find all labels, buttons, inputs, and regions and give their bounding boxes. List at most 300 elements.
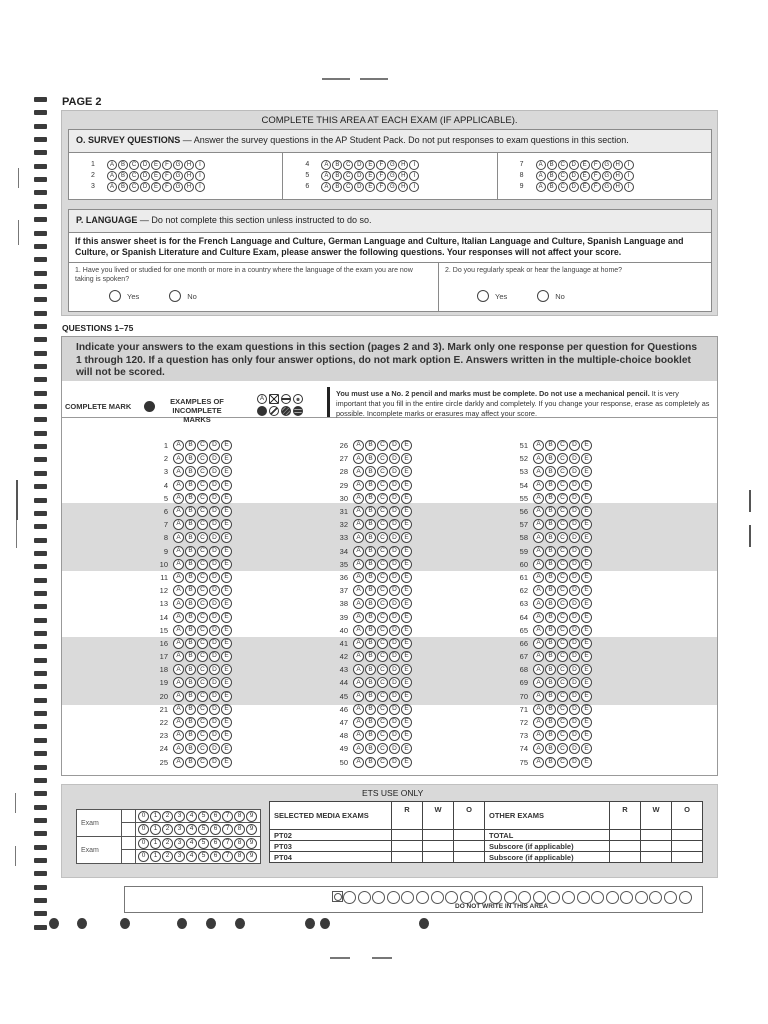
answer-bubble[interactable]: B bbox=[185, 493, 196, 504]
answer-bubble[interactable]: D bbox=[209, 598, 220, 609]
answer-bubble[interactable]: C bbox=[557, 506, 568, 517]
answer-bubble[interactable]: E bbox=[401, 757, 412, 768]
answer-bubble[interactable]: B bbox=[545, 757, 556, 768]
answer-bubble[interactable]: C bbox=[557, 546, 568, 557]
answer-bubble[interactable]: D bbox=[209, 651, 220, 662]
answer-bubble[interactable]: D bbox=[209, 519, 220, 530]
answer-bubble[interactable]: A bbox=[173, 730, 184, 741]
answer-bubble[interactable]: A bbox=[533, 677, 544, 688]
answer-bubble[interactable]: A bbox=[533, 572, 544, 583]
answer-bubble[interactable]: A bbox=[173, 651, 184, 662]
answer-bubble[interactable]: B bbox=[365, 704, 376, 715]
answer-bubble[interactable]: D bbox=[569, 612, 580, 623]
answer-bubble[interactable]: A bbox=[173, 493, 184, 504]
answer-bubble[interactable]: B bbox=[365, 546, 376, 557]
survey-answer-bubble[interactable]: G bbox=[387, 160, 397, 170]
answer-bubble[interactable]: A bbox=[173, 532, 184, 543]
answer-bubble[interactable]: D bbox=[569, 625, 580, 636]
digit-bubble[interactable]: 9 bbox=[246, 811, 257, 822]
answer-bubble[interactable]: B bbox=[365, 480, 376, 491]
answer-bubble[interactable]: C bbox=[197, 506, 208, 517]
answer-bubble[interactable]: B bbox=[365, 598, 376, 609]
survey-answer-bubble[interactable]: A bbox=[107, 182, 117, 192]
answer-bubble[interactable]: C bbox=[557, 691, 568, 702]
answer-bubble[interactable]: C bbox=[557, 559, 568, 570]
answer-bubble[interactable]: B bbox=[185, 506, 196, 517]
answer-bubble[interactable]: E bbox=[401, 743, 412, 754]
answer-bubble[interactable]: B bbox=[365, 691, 376, 702]
digit-bubble[interactable]: 0 bbox=[138, 851, 149, 862]
answer-bubble[interactable]: C bbox=[557, 453, 568, 464]
digit-bubble[interactable]: 8 bbox=[234, 824, 245, 835]
answer-bubble[interactable]: C bbox=[197, 546, 208, 557]
answer-bubble[interactable]: B bbox=[365, 730, 376, 741]
answer-bubble[interactable]: A bbox=[353, 519, 364, 530]
survey-answer-bubble[interactable]: E bbox=[365, 182, 375, 192]
answer-bubble[interactable]: A bbox=[353, 730, 364, 741]
survey-answer-bubble[interactable]: G bbox=[602, 182, 612, 192]
answer-bubble[interactable]: E bbox=[581, 493, 592, 504]
answer-bubble[interactable]: B bbox=[365, 651, 376, 662]
answer-bubble[interactable]: B bbox=[365, 532, 376, 543]
answer-bubble[interactable]: A bbox=[533, 612, 544, 623]
answer-bubble[interactable]: C bbox=[197, 757, 208, 768]
answer-bubble[interactable]: C bbox=[197, 677, 208, 688]
answer-bubble[interactable]: C bbox=[197, 730, 208, 741]
answer-bubble[interactable]: B bbox=[185, 651, 196, 662]
answer-bubble[interactable]: B bbox=[185, 717, 196, 728]
answer-bubble[interactable]: B bbox=[545, 743, 556, 754]
answer-bubble[interactable]: E bbox=[581, 638, 592, 649]
answer-bubble[interactable]: A bbox=[353, 638, 364, 649]
survey-answer-bubble[interactable]: C bbox=[558, 171, 568, 181]
answer-bubble[interactable]: B bbox=[185, 546, 196, 557]
digit-bubble[interactable]: 7 bbox=[222, 838, 233, 849]
survey-answer-bubble[interactable]: E bbox=[580, 171, 590, 181]
answer-bubble[interactable]: C bbox=[557, 664, 568, 675]
digit-bubble[interactable]: 2 bbox=[162, 851, 173, 862]
answer-bubble[interactable]: E bbox=[401, 532, 412, 543]
survey-answer-bubble[interactable]: C bbox=[343, 171, 353, 181]
survey-answer-bubble[interactable]: E bbox=[580, 160, 590, 170]
answer-bubble[interactable]: E bbox=[221, 440, 232, 451]
answer-bubble[interactable]: E bbox=[221, 677, 232, 688]
survey-answer-bubble[interactable]: C bbox=[558, 182, 568, 192]
answer-bubble[interactable]: D bbox=[209, 546, 220, 557]
answer-bubble[interactable]: D bbox=[389, 559, 400, 570]
answer-bubble[interactable]: B bbox=[365, 453, 376, 464]
answer-bubble[interactable]: C bbox=[377, 598, 388, 609]
answer-bubble[interactable]: B bbox=[365, 585, 376, 596]
answer-bubble[interactable]: E bbox=[581, 691, 592, 702]
answer-bubble[interactable]: C bbox=[377, 664, 388, 675]
answer-bubble[interactable]: D bbox=[209, 677, 220, 688]
survey-answer-bubble[interactable]: F bbox=[162, 171, 172, 181]
survey-answer-bubble[interactable]: I bbox=[624, 171, 634, 181]
answer-bubble[interactable]: A bbox=[173, 506, 184, 517]
survey-answer-bubble[interactable]: I bbox=[195, 182, 205, 192]
answer-bubble[interactable]: E bbox=[401, 625, 412, 636]
answer-bubble[interactable]: B bbox=[365, 717, 376, 728]
survey-answer-bubble[interactable]: E bbox=[151, 160, 161, 170]
answer-bubble[interactable]: C bbox=[197, 440, 208, 451]
answer-bubble[interactable]: A bbox=[353, 691, 364, 702]
answer-bubble[interactable]: C bbox=[557, 677, 568, 688]
answer-bubble[interactable]: B bbox=[545, 532, 556, 543]
answer-bubble[interactable]: C bbox=[557, 519, 568, 530]
exam-code-write-box[interactable] bbox=[122, 837, 136, 849]
answer-bubble[interactable]: C bbox=[377, 704, 388, 715]
answer-bubble[interactable]: E bbox=[221, 743, 232, 754]
digit-bubble[interactable]: 8 bbox=[234, 851, 245, 862]
answer-bubble[interactable]: A bbox=[173, 677, 184, 688]
answer-bubble[interactable]: D bbox=[209, 440, 220, 451]
answer-bubble[interactable]: C bbox=[557, 651, 568, 662]
answer-bubble[interactable]: E bbox=[581, 585, 592, 596]
answer-bubble[interactable]: E bbox=[401, 717, 412, 728]
answer-bubble[interactable]: C bbox=[557, 585, 568, 596]
answer-bubble[interactable]: B bbox=[545, 677, 556, 688]
answer-bubble[interactable]: A bbox=[353, 493, 364, 504]
answer-bubble[interactable]: C bbox=[377, 440, 388, 451]
survey-answer-bubble[interactable]: C bbox=[129, 182, 139, 192]
answer-bubble[interactable]: D bbox=[389, 691, 400, 702]
answer-bubble[interactable]: B bbox=[545, 546, 556, 557]
answer-bubble[interactable]: E bbox=[581, 480, 592, 491]
answer-bubble[interactable]: E bbox=[581, 598, 592, 609]
survey-answer-bubble[interactable]: G bbox=[173, 182, 183, 192]
answer-bubble[interactable]: E bbox=[221, 572, 232, 583]
answer-bubble[interactable]: A bbox=[533, 743, 544, 754]
answer-bubble[interactable]: E bbox=[221, 466, 232, 477]
digit-bubble[interactable]: 7 bbox=[222, 824, 233, 835]
answer-bubble[interactable]: C bbox=[377, 480, 388, 491]
digit-bubble[interactable]: 1 bbox=[150, 811, 161, 822]
answer-bubble[interactable]: A bbox=[353, 559, 364, 570]
digit-bubble[interactable]: 5 bbox=[198, 838, 209, 849]
answer-bubble[interactable]: C bbox=[197, 717, 208, 728]
answer-bubble[interactable]: D bbox=[209, 664, 220, 675]
answer-bubble[interactable]: E bbox=[581, 612, 592, 623]
survey-answer-bubble[interactable]: F bbox=[591, 160, 601, 170]
answer-bubble[interactable]: D bbox=[569, 493, 580, 504]
answer-bubble[interactable]: D bbox=[569, 480, 580, 491]
answer-bubble[interactable]: C bbox=[197, 532, 208, 543]
answer-bubble[interactable]: C bbox=[197, 651, 208, 662]
answer-bubble[interactable]: A bbox=[173, 559, 184, 570]
survey-answer-bubble[interactable]: I bbox=[409, 171, 419, 181]
answer-bubble[interactable]: C bbox=[557, 493, 568, 504]
answer-bubble[interactable]: B bbox=[545, 598, 556, 609]
answer-bubble[interactable]: E bbox=[221, 691, 232, 702]
survey-answer-bubble[interactable]: A bbox=[536, 160, 546, 170]
answer-bubble[interactable]: D bbox=[569, 453, 580, 464]
answer-bubble[interactable]: C bbox=[557, 572, 568, 583]
answer-bubble[interactable]: D bbox=[569, 585, 580, 596]
answer-bubble[interactable]: C bbox=[197, 519, 208, 530]
q2-yes-radio[interactable] bbox=[477, 290, 489, 302]
answer-bubble[interactable]: D bbox=[569, 638, 580, 649]
answer-bubble[interactable]: D bbox=[389, 480, 400, 491]
survey-answer-bubble[interactable]: A bbox=[107, 171, 117, 181]
answer-bubble[interactable]: A bbox=[173, 480, 184, 491]
answer-bubble[interactable]: C bbox=[377, 519, 388, 530]
answer-bubble[interactable]: A bbox=[353, 480, 364, 491]
answer-bubble[interactable]: C bbox=[197, 704, 208, 715]
survey-answer-bubble[interactable]: H bbox=[398, 171, 408, 181]
answer-bubble[interactable]: B bbox=[365, 519, 376, 530]
answer-bubble[interactable]: C bbox=[377, 585, 388, 596]
answer-bubble[interactable]: B bbox=[545, 625, 556, 636]
answer-bubble[interactable]: B bbox=[185, 519, 196, 530]
answer-bubble[interactable]: D bbox=[569, 704, 580, 715]
answer-bubble[interactable]: B bbox=[545, 466, 556, 477]
survey-answer-bubble[interactable]: D bbox=[354, 160, 364, 170]
answer-bubble[interactable]: A bbox=[173, 612, 184, 623]
survey-answer-bubble[interactable]: G bbox=[387, 182, 397, 192]
answer-bubble[interactable]: C bbox=[197, 572, 208, 583]
answer-bubble[interactable]: E bbox=[581, 717, 592, 728]
answer-bubble[interactable]: C bbox=[557, 638, 568, 649]
answer-bubble[interactable]: D bbox=[209, 717, 220, 728]
answer-bubble[interactable]: C bbox=[557, 466, 568, 477]
answer-bubble[interactable]: D bbox=[209, 532, 220, 543]
survey-answer-bubble[interactable]: F bbox=[162, 182, 172, 192]
answer-bubble[interactable]: A bbox=[173, 598, 184, 609]
survey-answer-bubble[interactable]: H bbox=[613, 182, 623, 192]
answer-bubble[interactable]: D bbox=[389, 572, 400, 583]
answer-bubble[interactable]: B bbox=[545, 440, 556, 451]
answer-bubble[interactable]: A bbox=[173, 743, 184, 754]
survey-answer-bubble[interactable]: G bbox=[602, 171, 612, 181]
survey-answer-bubble[interactable]: B bbox=[118, 182, 128, 192]
answer-bubble[interactable]: E bbox=[221, 598, 232, 609]
survey-answer-bubble[interactable]: A bbox=[536, 171, 546, 181]
answer-bubble[interactable]: D bbox=[209, 480, 220, 491]
answer-bubble[interactable]: B bbox=[365, 757, 376, 768]
answer-bubble[interactable]: C bbox=[197, 585, 208, 596]
answer-bubble[interactable]: D bbox=[389, 743, 400, 754]
answer-bubble[interactable]: E bbox=[221, 612, 232, 623]
answer-bubble[interactable]: C bbox=[377, 691, 388, 702]
answer-bubble[interactable]: E bbox=[581, 757, 592, 768]
digit-bubble[interactable]: 2 bbox=[162, 824, 173, 835]
survey-answer-bubble[interactable]: H bbox=[184, 171, 194, 181]
answer-bubble[interactable]: E bbox=[581, 506, 592, 517]
answer-bubble[interactable]: C bbox=[197, 664, 208, 675]
answer-bubble[interactable]: B bbox=[185, 691, 196, 702]
answer-bubble[interactable]: B bbox=[185, 572, 196, 583]
answer-bubble[interactable]: C bbox=[377, 651, 388, 662]
digit-bubble[interactable]: 4 bbox=[186, 838, 197, 849]
digit-bubble[interactable]: 1 bbox=[150, 851, 161, 862]
answer-bubble[interactable]: A bbox=[353, 453, 364, 464]
answer-bubble[interactable]: B bbox=[545, 585, 556, 596]
answer-bubble[interactable]: B bbox=[185, 743, 196, 754]
answer-bubble[interactable]: A bbox=[173, 704, 184, 715]
answer-bubble[interactable]: C bbox=[557, 743, 568, 754]
answer-bubble[interactable]: A bbox=[173, 519, 184, 530]
answer-bubble[interactable]: E bbox=[221, 757, 232, 768]
survey-answer-bubble[interactable]: I bbox=[195, 171, 205, 181]
answer-bubble[interactable]: B bbox=[365, 677, 376, 688]
answer-bubble[interactable]: D bbox=[569, 466, 580, 477]
survey-answer-bubble[interactable]: G bbox=[602, 160, 612, 170]
answer-bubble[interactable]: E bbox=[581, 572, 592, 583]
answer-bubble[interactable]: A bbox=[173, 585, 184, 596]
answer-bubble[interactable]: C bbox=[557, 757, 568, 768]
answer-bubble[interactable]: C bbox=[557, 598, 568, 609]
answer-bubble[interactable]: E bbox=[221, 585, 232, 596]
digit-bubble[interactable]: 7 bbox=[222, 851, 233, 862]
survey-answer-bubble[interactable]: D bbox=[569, 182, 579, 192]
answer-bubble[interactable]: C bbox=[377, 532, 388, 543]
digit-bubble[interactable]: 6 bbox=[210, 811, 221, 822]
answer-bubble[interactable]: A bbox=[533, 651, 544, 662]
survey-answer-bubble[interactable]: G bbox=[173, 171, 183, 181]
answer-bubble[interactable]: E bbox=[401, 691, 412, 702]
answer-bubble[interactable]: D bbox=[569, 506, 580, 517]
survey-answer-bubble[interactable]: I bbox=[195, 160, 205, 170]
answer-bubble[interactable]: A bbox=[353, 743, 364, 754]
answer-bubble[interactable]: B bbox=[365, 572, 376, 583]
answer-bubble[interactable]: E bbox=[401, 638, 412, 649]
survey-answer-bubble[interactable]: D bbox=[354, 182, 364, 192]
answer-bubble[interactable]: A bbox=[353, 572, 364, 583]
exam-code-write-box[interactable] bbox=[122, 823, 136, 836]
answer-bubble[interactable]: B bbox=[545, 691, 556, 702]
answer-bubble[interactable]: B bbox=[185, 730, 196, 741]
answer-bubble[interactable]: C bbox=[377, 559, 388, 570]
survey-answer-bubble[interactable]: E bbox=[151, 171, 161, 181]
answer-bubble[interactable]: B bbox=[185, 757, 196, 768]
answer-bubble[interactable]: E bbox=[401, 480, 412, 491]
answer-bubble[interactable]: C bbox=[197, 638, 208, 649]
answer-bubble[interactable]: A bbox=[173, 691, 184, 702]
answer-bubble[interactable]: D bbox=[569, 532, 580, 543]
answer-bubble[interactable]: B bbox=[545, 519, 556, 530]
answer-bubble[interactable]: C bbox=[557, 480, 568, 491]
digit-bubble[interactable]: 4 bbox=[186, 851, 197, 862]
answer-bubble[interactable]: D bbox=[209, 493, 220, 504]
answer-bubble[interactable]: C bbox=[197, 598, 208, 609]
answer-bubble[interactable]: C bbox=[557, 532, 568, 543]
answer-bubble[interactable]: E bbox=[581, 559, 592, 570]
answer-bubble[interactable]: E bbox=[221, 664, 232, 675]
answer-bubble[interactable]: D bbox=[209, 704, 220, 715]
answer-bubble[interactable]: B bbox=[185, 625, 196, 636]
answer-bubble[interactable]: C bbox=[557, 612, 568, 623]
survey-answer-bubble[interactable]: B bbox=[547, 171, 557, 181]
answer-bubble[interactable]: C bbox=[557, 704, 568, 715]
answer-bubble[interactable]: D bbox=[389, 677, 400, 688]
answer-bubble[interactable]: A bbox=[353, 612, 364, 623]
answer-bubble[interactable]: D bbox=[569, 664, 580, 675]
answer-bubble[interactable]: B bbox=[545, 612, 556, 623]
answer-bubble[interactable]: A bbox=[173, 453, 184, 464]
answer-bubble[interactable]: D bbox=[209, 691, 220, 702]
digit-bubble[interactable]: 1 bbox=[150, 824, 161, 835]
answer-bubble[interactable]: B bbox=[365, 625, 376, 636]
survey-answer-bubble[interactable]: C bbox=[343, 182, 353, 192]
answer-bubble[interactable]: C bbox=[377, 506, 388, 517]
answer-bubble[interactable]: A bbox=[353, 466, 364, 477]
answer-bubble[interactable]: E bbox=[401, 559, 412, 570]
digit-bubble[interactable]: 9 bbox=[246, 838, 257, 849]
survey-answer-bubble[interactable]: F bbox=[376, 182, 386, 192]
answer-bubble[interactable]: C bbox=[377, 453, 388, 464]
answer-bubble[interactable]: B bbox=[545, 480, 556, 491]
digit-bubble[interactable]: 8 bbox=[234, 811, 245, 822]
answer-bubble[interactable]: D bbox=[569, 717, 580, 728]
answer-bubble[interactable]: A bbox=[353, 585, 364, 596]
answer-bubble[interactable]: C bbox=[377, 572, 388, 583]
answer-bubble[interactable]: D bbox=[389, 598, 400, 609]
survey-answer-bubble[interactable]: F bbox=[376, 160, 386, 170]
answer-bubble[interactable]: C bbox=[197, 743, 208, 754]
survey-answer-bubble[interactable]: D bbox=[140, 160, 150, 170]
answer-bubble[interactable]: D bbox=[389, 493, 400, 504]
answer-bubble[interactable]: A bbox=[173, 546, 184, 557]
answer-bubble[interactable]: E bbox=[401, 585, 412, 596]
answer-bubble[interactable]: E bbox=[581, 704, 592, 715]
answer-bubble[interactable]: C bbox=[557, 717, 568, 728]
answer-bubble[interactable]: D bbox=[569, 743, 580, 754]
digit-bubble[interactable]: 6 bbox=[210, 851, 221, 862]
answer-bubble[interactable]: E bbox=[221, 717, 232, 728]
digit-bubble[interactable]: 3 bbox=[174, 824, 185, 835]
answer-bubble[interactable]: E bbox=[401, 519, 412, 530]
answer-bubble[interactable]: A bbox=[533, 480, 544, 491]
survey-answer-bubble[interactable]: B bbox=[332, 182, 342, 192]
answer-bubble[interactable]: E bbox=[581, 651, 592, 662]
survey-answer-bubble[interactable]: B bbox=[547, 182, 557, 192]
answer-bubble[interactable]: C bbox=[377, 493, 388, 504]
survey-answer-bubble[interactable]: C bbox=[129, 171, 139, 181]
answer-bubble[interactable]: E bbox=[581, 519, 592, 530]
answer-bubble[interactable]: A bbox=[533, 757, 544, 768]
answer-bubble[interactable]: D bbox=[389, 757, 400, 768]
answer-bubble[interactable]: E bbox=[401, 677, 412, 688]
answer-bubble[interactable]: D bbox=[389, 466, 400, 477]
answer-bubble[interactable]: E bbox=[221, 480, 232, 491]
survey-answer-bubble[interactable]: I bbox=[409, 182, 419, 192]
digit-bubble[interactable]: 0 bbox=[138, 811, 149, 822]
answer-bubble[interactable]: B bbox=[545, 651, 556, 662]
answer-bubble[interactable]: A bbox=[173, 757, 184, 768]
digit-bubble[interactable]: 1 bbox=[150, 838, 161, 849]
answer-bubble[interactable]: D bbox=[209, 559, 220, 570]
answer-bubble[interactable]: E bbox=[221, 651, 232, 662]
answer-bubble[interactable]: B bbox=[185, 677, 196, 688]
answer-bubble[interactable]: D bbox=[389, 440, 400, 451]
answer-bubble[interactable]: E bbox=[221, 638, 232, 649]
digit-bubble[interactable]: 3 bbox=[174, 811, 185, 822]
answer-bubble[interactable]: A bbox=[533, 598, 544, 609]
answer-bubble[interactable]: B bbox=[545, 664, 556, 675]
answer-bubble[interactable]: E bbox=[401, 730, 412, 741]
answer-bubble[interactable]: A bbox=[173, 625, 184, 636]
answer-bubble[interactable]: E bbox=[581, 440, 592, 451]
answer-bubble[interactable]: A bbox=[353, 625, 364, 636]
answer-bubble[interactable]: D bbox=[209, 572, 220, 583]
survey-answer-bubble[interactable]: C bbox=[129, 160, 139, 170]
answer-bubble[interactable]: C bbox=[197, 480, 208, 491]
answer-bubble[interactable]: D bbox=[389, 612, 400, 623]
answer-bubble[interactable]: A bbox=[353, 532, 364, 543]
answer-bubble[interactable]: D bbox=[389, 625, 400, 636]
answer-bubble[interactable]: D bbox=[209, 585, 220, 596]
